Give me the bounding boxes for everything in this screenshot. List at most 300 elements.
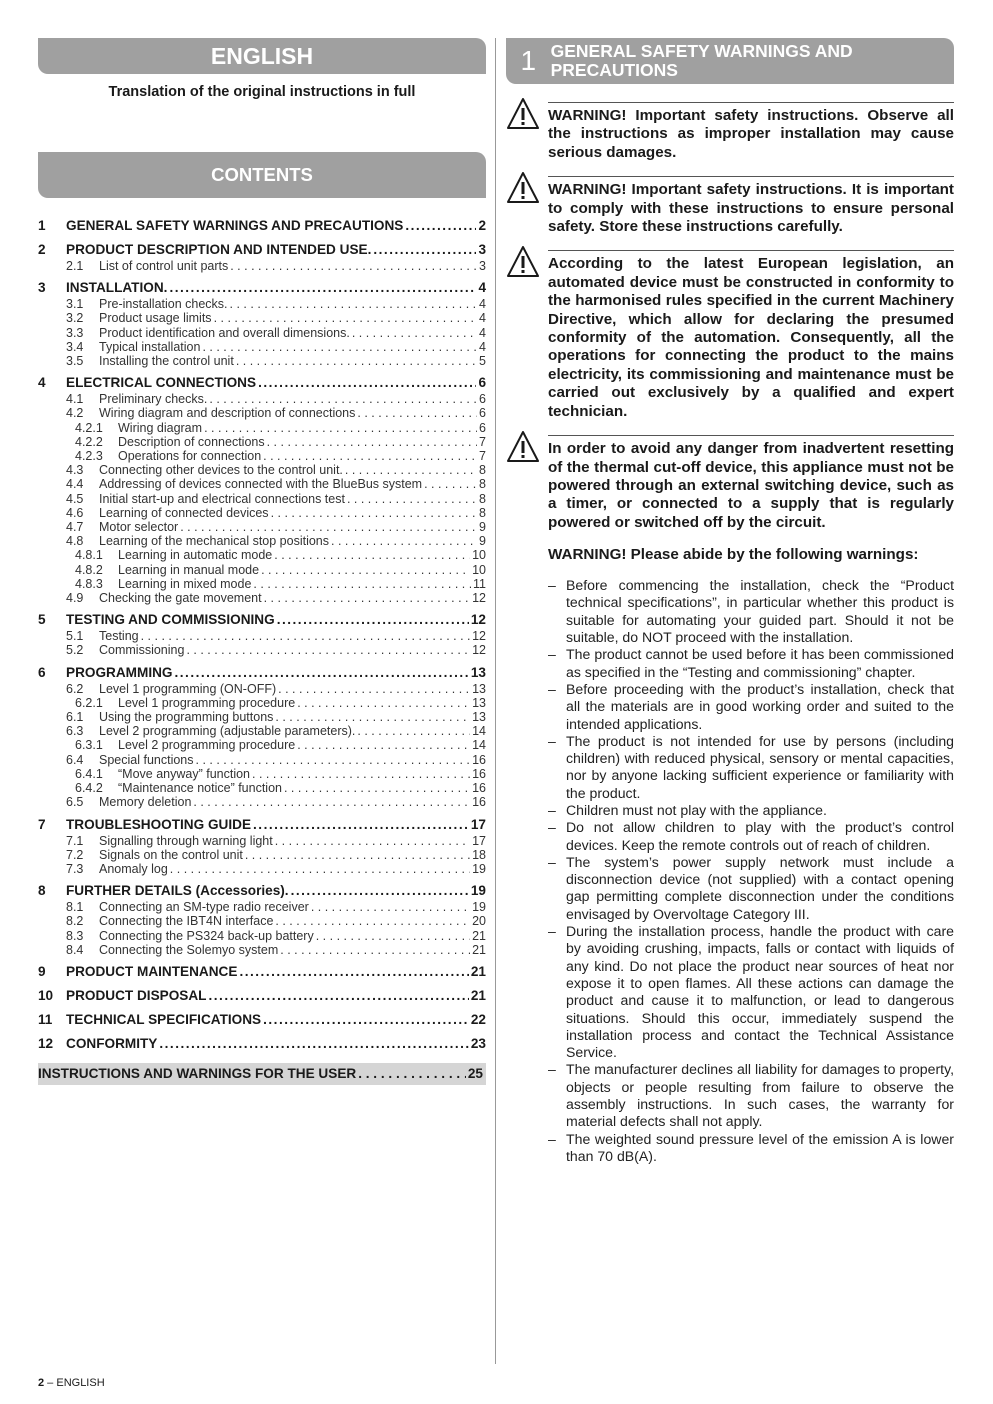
- toc-subentry[interactable]: [38, 781, 486, 795]
- toc-entry-page: 17: [470, 816, 486, 832]
- toc-subentry-label: Motor selector: [99, 520, 179, 535]
- toc-subentry-page: 13: [472, 710, 486, 725]
- toc-subentry-page: 12: [472, 629, 486, 644]
- warnings-list: [506, 102, 954, 532]
- toc-leader-dots: [202, 340, 477, 354]
- toc-leader-dots: [274, 548, 470, 562]
- toc-subentry[interactable]: [38, 492, 486, 506]
- toc-entry-page: 12: [470, 612, 486, 628]
- toc-subentry-number: 4.4: [66, 477, 84, 492]
- toc-subentry-label: Product usage limits: [99, 311, 212, 326]
- toc-entry-number: 3: [38, 280, 46, 296]
- toc-leader-dots: [170, 862, 470, 876]
- toc-subentry-label: Learning of the mechanical stop positions: [99, 534, 330, 549]
- toc-user-page: 25: [467, 1066, 483, 1082]
- toc-entry-page: 21: [470, 987, 486, 1003]
- toc-entry-number: 1: [38, 218, 46, 233]
- section-number: 1: [520, 45, 537, 76]
- toc-subentry[interactable]: [38, 506, 486, 520]
- toc-subentry-number: 4.6: [66, 505, 84, 520]
- warning-bullet-item: – Before proceeding with the product’s installation, check that all the materials are in good working order and suited to the intended applications.: [548, 681, 954, 733]
- toc-subentry-page: 3: [479, 259, 486, 273]
- toc-subentry-page: 21: [472, 928, 486, 943]
- left-column: [38, 38, 486, 1085]
- toc-leader-dots: [263, 449, 477, 463]
- toc-subentry[interactable]: [38, 591, 486, 605]
- toc-subentry-label: Connecting the Solemyo system: [99, 942, 279, 957]
- toc-leader-dots: [174, 663, 468, 682]
- toc-subentry[interactable]: [38, 929, 486, 943]
- toc-subentry-number: 6.5: [66, 795, 84, 810]
- toc-subentry-page: 20: [472, 914, 486, 929]
- warning-bullet-item: – The product is not intended for use by persons (including children) with reduced physical, sensory or mental capacities, nor by anyone lacking sufficient experience or familiarity with the product.: [548, 733, 954, 802]
- toc-subentry-number: 8.1: [66, 900, 84, 915]
- toc-subentry[interactable]: [38, 421, 486, 435]
- toc-subentry-page: 14: [472, 724, 486, 739]
- toc-subentry-number: 6.4: [66, 752, 84, 767]
- toc-subentry-page: 19: [472, 861, 486, 876]
- toc-subentry-number: 4.2.1: [75, 420, 103, 435]
- toc-subentry[interactable]: [38, 943, 486, 957]
- toc-subentry-page: 13: [472, 681, 486, 696]
- toc-subentry-number: 8.3: [66, 928, 84, 943]
- toc-entry-number: 8: [38, 883, 46, 899]
- toc-subentry-number: 6.1: [66, 710, 84, 725]
- toc-subentry-number: 4.8: [66, 534, 84, 549]
- toc-entry[interactable]: [38, 815, 486, 834]
- toc-subentry-number: 4.7: [66, 520, 84, 535]
- toc-leader-dots: [357, 406, 477, 420]
- toc-leader-dots: [252, 767, 470, 781]
- toc-entry-page: 3: [478, 242, 486, 257]
- toc-subentry-label: Commissioning: [99, 643, 185, 658]
- toc-subentry-label: Operations for connection: [118, 449, 262, 464]
- page-footer: [38, 1377, 105, 1389]
- toc-subentry-number: 3.5: [66, 354, 84, 369]
- toc-section: [38, 216, 486, 235]
- toc-subentry-number: 7.3: [66, 861, 84, 876]
- warning-bullet-item: – Before commencing the installation, check the “Product technical specifications”, in particular whether this product is suitable for automating your guided part. Should it not be suitable, do NOT proceed with the installation.: [548, 577, 954, 646]
- toc-subentry-page: 16: [472, 781, 486, 796]
- warning-triangle-icon: [506, 245, 540, 279]
- toc-subentry-label: Connecting an SM-type radio receiver: [99, 900, 309, 915]
- toc-subentry[interactable]: [38, 795, 486, 809]
- toc-subentry-number: 6.3: [66, 724, 84, 739]
- toc-leader-dots: [253, 577, 471, 591]
- toc-leader-dots: [230, 259, 477, 273]
- translation-subtitle: Translation of the original instructions in full: [108, 84, 416, 100]
- toc-leader-dots: [277, 610, 469, 629]
- toc-subentry-page: 10: [472, 562, 486, 577]
- warning-block: [548, 176, 954, 236]
- toc-subentry-number: 3.3: [66, 325, 84, 340]
- toc-subentry-number: 6.2.1: [75, 695, 103, 710]
- toc-entry[interactable]: [38, 962, 486, 981]
- warning-bullets: [548, 577, 954, 1165]
- section-title: GENERAL SAFETY WARNINGS AND PRECAUTIONS: [550, 41, 853, 80]
- toc-subentry-page: 10: [472, 548, 486, 563]
- toc-leader-dots: [373, 240, 476, 259]
- warning-bullet-item: – During the installation process, handle the product with care by avoiding crushing, impacts, falls or contact with liquids of any kind. Do not place the product near sources of heat nor expose it to open flames. All these actions can damage the product and cause it to malfunction, or lead to dangerous situations. Should this occur, immediately suspend the installation process and contact the Technical Assistance Service.: [548, 923, 954, 1061]
- toc-leader-dots: [193, 795, 470, 809]
- toc-entry-page: 23: [470, 1035, 486, 1051]
- toc-user-section[interactable]: [38, 1063, 486, 1085]
- toc-entry[interactable]: [38, 373, 486, 392]
- toc-subentry-label: Addressing of devices connected with the BlueBus system: [99, 477, 423, 492]
- contents-heading: CONTENTS: [38, 152, 486, 198]
- toc-subentry-number: 4.3: [66, 463, 84, 478]
- toc-leader-dots: [169, 278, 476, 297]
- toc-leader-dots: [316, 929, 470, 943]
- toc-subentry-number: 4.9: [66, 591, 84, 606]
- toc-subentry-label: Pre-installation checks.: [99, 297, 228, 312]
- toc-leader-dots: [358, 1066, 466, 1081]
- toc-subentry-page: 6: [479, 420, 486, 435]
- toc-subentry-label: Initial start-up and electrical connections test: [99, 491, 345, 506]
- toc-leader-dots: [263, 1010, 469, 1029]
- toc-entry-label: PRODUCT MAINTENANCE: [66, 963, 238, 979]
- toc-subentry[interactable]: [38, 449, 486, 463]
- toc-subentry[interactable]: [38, 354, 486, 368]
- toc-entry-number: 11: [38, 1011, 53, 1027]
- toc-subentry-page: 12: [472, 643, 486, 658]
- toc-subentry-label: Wiring diagram: [118, 420, 203, 435]
- toc-subentry-number: 5.2: [66, 643, 84, 658]
- toc-leader-dots: [253, 815, 469, 834]
- toc-section: [38, 815, 486, 877]
- toc-subentry-page: 7: [479, 434, 486, 449]
- toc-section: [38, 881, 486, 957]
- toc-entry-label: TECHNICAL SPECIFICATIONS: [66, 1011, 262, 1027]
- toc-entry-page: 6: [478, 375, 486, 391]
- toc-subentry[interactable]: [38, 834, 486, 848]
- page-number: 2: [38, 1377, 45, 1389]
- warning-text: In order to avoid any danger from inadvertent resetting of the thermal cut-off device, this appliance must not be powered through an external switching device, such as a timer, or connected to a supply that is regularly powered or switched off by the circuit.: [548, 440, 954, 531]
- toc-entry-label: PRODUCT DESCRIPTION AND INTENDED USE.: [66, 242, 372, 257]
- toc-subentry[interactable]: [38, 914, 486, 928]
- toc-entry-label: PROGRAMMING: [66, 664, 173, 680]
- toc-subentry[interactable]: [38, 326, 486, 340]
- toc-subentry-label: List of control unit parts: [99, 259, 229, 273]
- toc-subentry-page: 12: [472, 591, 486, 606]
- toc-leader-dots: [264, 591, 471, 605]
- warning-block: [548, 250, 954, 421]
- toc-subentry-page: 16: [472, 752, 486, 767]
- toc-subentry[interactable]: [38, 767, 486, 781]
- toc-subentry-page: 5: [479, 354, 486, 369]
- column-divider: [495, 38, 496, 1364]
- footer-text: – ENGLISH: [44, 1377, 105, 1389]
- toc-subentry-label: Product identification and overall dimensions.: [99, 325, 350, 340]
- toc-subentry[interactable]: [38, 753, 486, 767]
- toc-subentry-number: 4.8.3: [75, 576, 103, 591]
- toc-subentry-label: Using the programming buttons: [99, 710, 274, 725]
- toc-subentry-label: Connecting the IBT4N interface: [99, 914, 274, 929]
- section-1-banner: [506, 38, 954, 84]
- warning-bullet-item: – The manufacturer declines all liability for damages to property, objects or people resulting from failure to observe the assembly instructions. In such cases, the warranty for material defects shall not apply.: [548, 1061, 954, 1130]
- toc-leader-dots: [239, 962, 468, 981]
- language-banner: ENGLISH: [38, 38, 486, 74]
- toc-subentry-number: 6.4.2: [75, 781, 103, 796]
- toc-subentry-number: 3.1: [66, 297, 84, 312]
- toc-subentry-label: Typical installation: [99, 339, 201, 354]
- toc-entry[interactable]: [38, 240, 486, 259]
- toc-entry[interactable]: [38, 1034, 486, 1053]
- warning-triangle-icon: [506, 171, 540, 205]
- toc-subentry-label: Level 1 programming (ON-OFF): [99, 681, 277, 696]
- toc-subentry-page: 8: [479, 491, 486, 506]
- toc-subentry-label: Level 2 programming procedure: [118, 738, 296, 753]
- toc-subentry-page: 8: [479, 477, 486, 492]
- toc-section: [38, 962, 486, 981]
- warning-bullet-item: – The weighted sound pressure level of the emission A is lower than 70 dB(A).: [548, 1131, 954, 1166]
- warning-triangle-icon: [506, 430, 540, 464]
- toc-subentry-page: 13: [472, 695, 486, 710]
- toc-subentry-label: Wiring diagram and description of connections: [99, 406, 356, 421]
- toc-entry-number: 2: [38, 242, 46, 257]
- toc-entry-number: 4: [38, 375, 46, 391]
- toc-subentry-number: 6.3.1: [75, 738, 103, 753]
- toc-leader-dots: [141, 629, 470, 643]
- toc-leader-dots: [284, 781, 470, 795]
- toc-subentry-number: 6.2: [66, 681, 84, 696]
- toc-subentry-label: Connecting the PS324 back-up battery: [99, 928, 314, 943]
- toc-subentry[interactable]: [38, 340, 486, 354]
- toc-entry-label: ELECTRICAL CONNECTIONS: [66, 375, 257, 391]
- toc-subentry-label: Description of connections: [118, 434, 265, 449]
- toc-entry[interactable]: [38, 986, 486, 1005]
- toc-entry-page: 2: [478, 218, 486, 233]
- toc-subentry-label: Learning in mixed mode: [118, 576, 252, 591]
- toc-subentry-number: 8.4: [66, 942, 84, 957]
- toc-subentry-number: 3.4: [66, 339, 84, 354]
- toc-section: [38, 1034, 486, 1053]
- warning-block: [548, 435, 954, 532]
- toc-subentry-number: 4.8.2: [75, 562, 103, 577]
- toc-subentry-page: 16: [472, 795, 486, 810]
- toc-entry-label: PRODUCT DISPOSAL: [66, 987, 207, 1003]
- table-of-contents: [38, 216, 486, 1053]
- toc-entry[interactable]: [38, 663, 486, 682]
- toc-entry[interactable]: [38, 278, 486, 297]
- toc-entry-label: TROUBLESHOOTING GUIDE: [66, 816, 252, 832]
- right-column: [506, 38, 954, 1165]
- toc-subentry-number: 4.2: [66, 406, 84, 421]
- toc-subentry-label: Special functions: [99, 752, 194, 767]
- warning-text: WARNING! Important safety instructions. It is important to comply with these instructions to ensure personal safety. Store these instructions carefully.: [548, 181, 954, 236]
- toc-leader-dots: [258, 373, 476, 392]
- toc-leader-dots: [209, 392, 477, 406]
- toc-subentry-page: 11: [473, 576, 486, 591]
- toc-subentry[interactable]: [38, 629, 486, 643]
- toc-subentry-page: 16: [472, 766, 486, 781]
- toc-subentry[interactable]: [38, 696, 486, 710]
- toc-entry[interactable]: [38, 881, 486, 900]
- toc-subentry[interactable]: [38, 900, 486, 914]
- toc-subentry-label: Learning of connected devices: [99, 505, 269, 520]
- toc-entry-page: 22: [470, 1011, 486, 1027]
- toc-subentry[interactable]: [38, 534, 486, 548]
- toc-entry-number: 6: [38, 664, 46, 680]
- toc-leader-dots: [230, 297, 478, 311]
- toc-subentry-number: 4.2.3: [75, 449, 103, 464]
- toc-leader-dots: [405, 216, 476, 235]
- toc-entry-label: FURTHER DETAILS (Accessories).: [66, 883, 289, 899]
- toc-subentry-page: 6: [479, 392, 486, 407]
- toc-section: [38, 610, 486, 657]
- toc-subentry-number: 6.4.1: [75, 766, 103, 781]
- toc-subentry[interactable]: [38, 862, 486, 876]
- toc-subentry-page: 4: [479, 311, 486, 326]
- toc-subentry-number: 4.1: [66, 392, 84, 407]
- toc-entry-label: GENERAL SAFETY WARNINGS AND PRECAUTIONS: [66, 218, 404, 233]
- toc-entry[interactable]: [38, 216, 486, 235]
- toc-subentry-label: “Maintenance notice” function: [118, 781, 282, 796]
- toc-subentry[interactable]: [38, 463, 486, 477]
- toc-leader-dots: [275, 834, 470, 848]
- toc-subentry-page: 21: [472, 942, 486, 957]
- toc-subentry-number: 4.2.2: [75, 434, 103, 449]
- toc-subentry[interactable]: [38, 577, 486, 591]
- toc-subentry-label: Learning in manual mode: [118, 562, 260, 577]
- toc-entry[interactable]: [38, 610, 486, 629]
- toc-section: [38, 373, 486, 605]
- toc-leader-dots: [214, 311, 477, 325]
- toc-subentry-number: 4.5: [66, 491, 84, 506]
- toc-subentry[interactable]: [38, 682, 486, 696]
- toc-section: [38, 240, 486, 273]
- toc-leader-dots: [159, 1034, 469, 1053]
- toc-subentry-number: 7.1: [66, 833, 84, 848]
- toc-leader-dots: [280, 943, 470, 957]
- toc-subentry-number: 7.2: [66, 847, 84, 862]
- toc-subentry[interactable]: [38, 710, 486, 724]
- toc-subentry-label: Signalling through warning light: [99, 833, 273, 848]
- toc-subentry-number: 4.8.1: [75, 548, 103, 563]
- abide-heading: WARNING! Please abide by the following warnings:: [548, 546, 919, 564]
- toc-subentry[interactable]: [38, 477, 486, 491]
- warning-bullet-item: – Do not allow children to play with the product’s control devices. Keep the remote controls out of reach of children.: [548, 819, 954, 854]
- toc-section: [38, 278, 486, 368]
- toc-subentry-number: 2.1: [66, 259, 84, 273]
- toc-leader-dots: [186, 643, 470, 657]
- toc-leader-dots: [261, 563, 470, 577]
- toc-subentry-number: 8.2: [66, 914, 84, 929]
- toc-subentry-page: 9: [479, 520, 486, 535]
- warning-text: According to the latest European legislation, an automated device must be constructed in conformity to the harmonised rules specified in the current Machinery Directive, which allow for declaring the presumed conformity of the automation. Consequently, all the operations for connecting the product to the mains electricity, its commissioning and maintenance must be carried out exclusively by a qualified and expert technician.: [548, 255, 954, 420]
- toc-subentry-label: Learning in automatic mode: [118, 548, 273, 563]
- toc-entry-number: 7: [38, 816, 46, 832]
- toc-leader-dots: [345, 463, 477, 477]
- toc-leader-dots: [196, 753, 471, 767]
- toc-section: [38, 663, 486, 810]
- toc-subentry[interactable]: [38, 311, 486, 325]
- toc-section: [38, 1010, 486, 1029]
- toc-entry-page: 4: [478, 280, 486, 296]
- toc-subentry-label: Memory deletion: [99, 795, 192, 810]
- toc-subentry-page: 17: [472, 833, 486, 848]
- toc-leader-dots: [236, 354, 477, 368]
- toc-subentry[interactable]: [38, 738, 486, 752]
- toc-entry-page: 13: [470, 664, 486, 680]
- toc-leader-dots: [352, 326, 477, 340]
- toc-leader-dots: [271, 506, 477, 520]
- toc-subentry[interactable]: [38, 435, 486, 449]
- warning-block: [548, 102, 954, 162]
- toc-leader-dots: [291, 881, 469, 900]
- toc-leader-dots: [347, 492, 477, 506]
- toc-entry-number: 12: [38, 1035, 54, 1051]
- toc-leader-dots: [204, 421, 477, 435]
- toc-subentry-label: “Move anyway” function: [118, 766, 251, 781]
- toc-subentry-label: Level 1 programming procedure: [118, 695, 296, 710]
- toc-leader-dots: [357, 724, 470, 738]
- toc-subentry[interactable]: [38, 848, 486, 862]
- toc-subentry[interactable]: [38, 259, 486, 273]
- toc-leader-dots: [245, 848, 470, 862]
- toc-subentry-page: 4: [479, 325, 486, 340]
- toc-leader-dots: [180, 520, 477, 534]
- toc-entry-page: 21: [470, 963, 486, 979]
- toc-subentry-page: 7: [479, 449, 486, 464]
- toc-leader-dots: [297, 696, 470, 710]
- toc-subentry-page: 4: [479, 339, 486, 354]
- toc-subentry-label: Anomaly log: [99, 861, 168, 876]
- toc-entry-number: 9: [38, 963, 46, 979]
- toc-leader-dots: [267, 435, 477, 449]
- toc-subentry-page: 4: [479, 297, 486, 312]
- toc-subentry-number: 3.2: [66, 311, 84, 326]
- toc-subentry-label: Preliminary checks.: [99, 392, 208, 407]
- toc-subentry-label: Connecting other devices to the control unit.: [99, 463, 343, 478]
- toc-subentry[interactable]: [38, 563, 486, 577]
- toc-subentry[interactable]: [38, 392, 486, 406]
- toc-section: [38, 986, 486, 1005]
- toc-subentry-page: 6: [479, 406, 486, 421]
- toc-subentry[interactable]: [38, 724, 486, 738]
- toc-subentry-page: 8: [479, 463, 486, 478]
- toc-subentry-label: Signals on the control unit: [99, 847, 243, 862]
- toc-subentry[interactable]: [38, 643, 486, 657]
- toc-leader-dots: [331, 534, 477, 548]
- toc-entry-page: 19: [470, 883, 486, 899]
- toc-subentry-page: 9: [479, 534, 486, 549]
- toc-leader-dots: [424, 477, 477, 491]
- toc-entry-label: CONFORMITY: [66, 1035, 158, 1051]
- toc-subentry-label: Checking the gate movement: [99, 591, 262, 606]
- warning-triangle-icon: [506, 97, 540, 131]
- toc-subentry[interactable]: [38, 406, 486, 420]
- toc-entry[interactable]: [38, 1010, 486, 1029]
- toc-leader-dots: [208, 986, 468, 1005]
- toc-subentry[interactable]: [38, 548, 486, 562]
- toc-leader-dots: [311, 900, 470, 914]
- toc-subentry-page: 14: [472, 738, 486, 753]
- toc-subentry[interactable]: [38, 520, 486, 534]
- toc-user-label: INSTRUCTIONS AND WARNINGS FOR THE USER: [38, 1066, 357, 1082]
- toc-subentry-label: Testing: [99, 629, 139, 644]
- toc-entry-number: 10: [38, 987, 54, 1003]
- toc-subentry-page: 19: [472, 900, 486, 915]
- toc-entry-label: TESTING AND COMMISSIONING: [66, 612, 275, 628]
- toc-subentry-label: Level 2 programming (adjustable parameters).: [99, 724, 356, 739]
- toc-subentry-page: 18: [472, 847, 486, 862]
- warning-text: WARNING! Important safety instructions. Observe all the instructions as improper installation may cause serious damages.: [548, 107, 954, 161]
- toc-subentry[interactable]: [38, 297, 486, 311]
- toc-leader-dots: [278, 682, 470, 696]
- toc-entry-label: INSTALLATION.: [66, 280, 168, 296]
- toc-subentry-number: 5.1: [66, 629, 84, 644]
